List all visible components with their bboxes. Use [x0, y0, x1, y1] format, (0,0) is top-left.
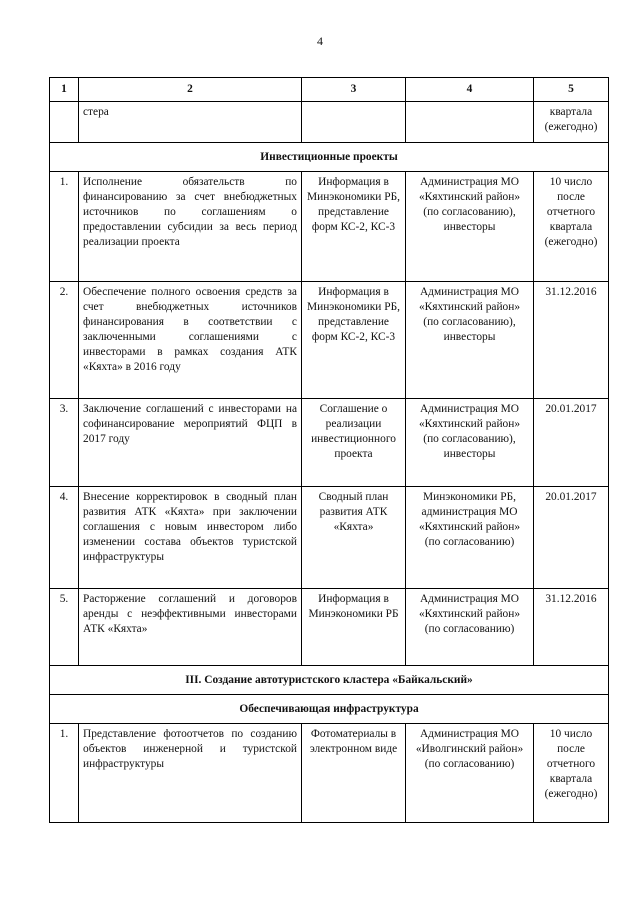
row-number: 1.: [50, 172, 79, 282]
row-number: 2.: [50, 282, 79, 399]
table-row: [50, 724, 609, 823]
section-title-row: [50, 695, 609, 724]
row-number: 5.: [50, 589, 79, 666]
section-title-row: [50, 666, 609, 695]
deadline: 20.01.2017: [534, 399, 609, 487]
header-cell-2: 2: [79, 78, 302, 102]
table-header-row: [50, 78, 609, 102]
row-number: 3.: [50, 399, 79, 487]
table-row: [50, 589, 609, 666]
task-text: Внесение корректировок в сводный план развития АТК «Кяхта» при заключении соглашения с новым инвестором либо изменении состава объектов туристской инфраструктуры: [79, 487, 302, 589]
responsible: Администрация МО «Кяхтинский район» (по согласованию): [406, 589, 534, 666]
table-row: [50, 487, 609, 589]
deadline: 10 число после отчетного квартала (ежегодно): [534, 724, 609, 823]
task-text: Обеспечение полного освоения средств за счет внебюджетных источников финансирования в соответствии с заключенными соглашениями с инвесторами в рамках создания АТК «Кяхта» в 2016 году: [79, 282, 302, 399]
deadline: 20.01.2017: [534, 487, 609, 589]
responsible: Минэкономики РБ, администрация МО «Кяхтинский район» (по согласованию): [406, 487, 534, 589]
report-form: Информация в Минэкономики РБ: [302, 589, 406, 666]
deadline: 31.12.2016: [534, 589, 609, 666]
plan-table: [49, 77, 609, 823]
task-text: Расторжение соглашений и договоров аренды с неэффективными инвесторами АТК «Кяхта»: [79, 589, 302, 666]
deadline: 10 число после отчетного квартала (ежегодно): [534, 172, 609, 282]
responsible: Администрация МО «Иволгинский район» (по согласованию): [406, 724, 534, 823]
task-text: Исполнение обязательств по финансированию за счет внебюджетных источников по соглашениям о предоставлении субсидии за весь период реализации проекта: [79, 172, 302, 282]
responsible: Администрация МО «Кяхтинский район» (по согласованию), инвесторы: [406, 172, 534, 282]
row-number: 1.: [50, 724, 79, 823]
section-title: Обеспечивающая инфраструктура: [50, 695, 609, 724]
row-number: [50, 102, 79, 143]
header-cell-5: 5: [534, 78, 609, 102]
report-form: Информация в Минэкономики РБ, представление форм КС-2, КС-3: [302, 172, 406, 282]
responsible: Администрация МО «Кяхтинский район» (по согласованию), инвесторы: [406, 399, 534, 487]
task-text: Представление фотоотчетов по созданию объектов инженерной и туристской инфраструктуры: [79, 724, 302, 823]
continuation-row: [50, 102, 609, 143]
header-cell-1: 1: [50, 78, 79, 102]
report-form: Сводный план развития АТК «Кяхта»: [302, 487, 406, 589]
report-form: Фотоматериалы в электронном виде: [302, 724, 406, 823]
section-title-row: [50, 143, 609, 172]
header-cell-4: 4: [406, 78, 534, 102]
table-row: [50, 282, 609, 399]
table-row: [50, 172, 609, 282]
report-form: [302, 102, 406, 143]
header-cell-3: 3: [302, 78, 406, 102]
responsible: [406, 102, 534, 143]
task-text: стера: [79, 102, 302, 143]
row-number: 4.: [50, 487, 79, 589]
deadline: 31.12.2016: [534, 282, 609, 399]
section-title: Инвестиционные проекты: [50, 143, 609, 172]
deadline: квартала (ежегодно): [534, 102, 609, 143]
table-row: [50, 399, 609, 487]
report-form: Соглашение о реализации инвестиционного проекта: [302, 399, 406, 487]
section-title: III. Создание автотуристского кластера «Байкальский»: [50, 666, 609, 695]
responsible: Администрация МО «Кяхтинский район» (по согласованию), инвесторы: [406, 282, 534, 399]
page-number: 4: [317, 34, 323, 48]
task-text: Заключение соглашений с инвесторами на софинансирование мероприятий ФЦП в 2017 году: [79, 399, 302, 487]
report-form: Информация в Минэкономики РБ, представление форм КС-2, КС-3: [302, 282, 406, 399]
